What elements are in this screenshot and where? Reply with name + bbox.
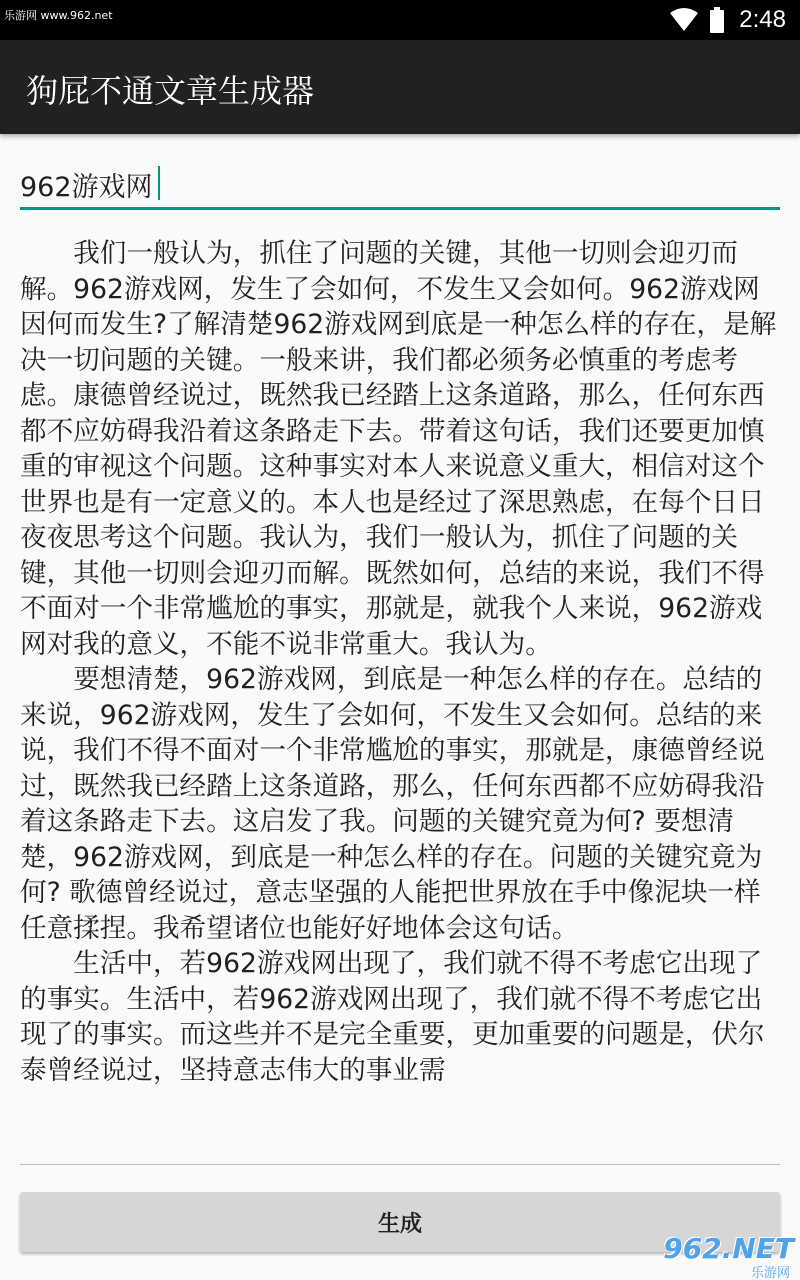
status-bar bbox=[0, 0, 800, 40]
article-divider bbox=[20, 1164, 780, 1165]
watermark-brand: 962.NET bbox=[663, 1232, 794, 1265]
keyword-input[interactable] bbox=[20, 162, 760, 206]
article-paragraph-1: 我们一般认为，抓住了问题的关键，其他一切则会迎刃而解。962游戏网，发生了会如何，不发生又会如何。962游戏网因何而发生?了解清楚962游戏网到底是一种怎么样的存在，是解决一切问题的关键。一般来讲，我们都必须务必慎重的考虑考虑。康德曾经说过，既然我已经踏上这条道路，那么，任何东西都不应妨碍我沿着这条路走下去。带着这句话，我们还要更加慎重的审视这个问题。这种事实对本人来说意义重大，相信对这个世界也是有一定意义的。本人也是经过了深思熟虑，在每个日日夜夜思考这个问题。我认为，我们一般认为，抓住了问题的关键，其他一切则会迎刃而解。既然如何，总结的来说，我们不得不面对一个非常尴尬的事实，那就是，就我个人来说，962游戏网对我的意义，不能不说非常重大。我认为。 bbox=[20, 238, 777, 660]
article-text-area[interactable] bbox=[20, 236, 780, 1164]
article-paragraph-2: 要想清楚，962游戏网，到底是一种怎么样的存在。总结的来说，962游戏网，发生了会如何，不发生又会如何。总结的来说，我们不得不面对一个非常尴尬的事实，那就是，康德曾经说过，既然我已经踏上这条道路，那么，任何东西都不应妨碍我沿着这条路走下去。这启发了我。问题的关键究竟为何? 要想清楚，962游戏网，到底是一种怎么样的存在。问题的关键究竟为何? 歌德曾经说过，意志坚强的人能把世界放在手中像泥块一样任意揉捏。我希望诸位也能好好地体会这句话。 bbox=[20, 664, 765, 944]
watermark-label: 乐游网 www.962.net bbox=[4, 9, 113, 22]
text-input-container[interactable] bbox=[20, 160, 780, 210]
app-title: 狗屁不通文章生成器 bbox=[26, 72, 315, 110]
wifi-icon bbox=[669, 7, 699, 33]
generate-button[interactable]: 生成 bbox=[20, 1192, 780, 1252]
text-cursor bbox=[158, 166, 160, 200]
app-bar bbox=[0, 40, 800, 134]
article-paragraph-3: 生活中，若962游戏网出现了，我们就不得不考虑它出现了的事实。生活中，若962游戏网出现了，我们就不得不考虑它出现了的事实。而这些并不是完全重要，更加重要的问题是，伏尔泰曾经说过，坚持意志伟大的事业需 bbox=[20, 948, 765, 1086]
clock: 2:48 bbox=[739, 6, 786, 33]
watermark-sub: 乐游网 bbox=[750, 1266, 790, 1280]
site-watermark bbox=[662, 1232, 794, 1280]
battery-icon bbox=[709, 7, 725, 33]
status-icons bbox=[669, 0, 786, 40]
